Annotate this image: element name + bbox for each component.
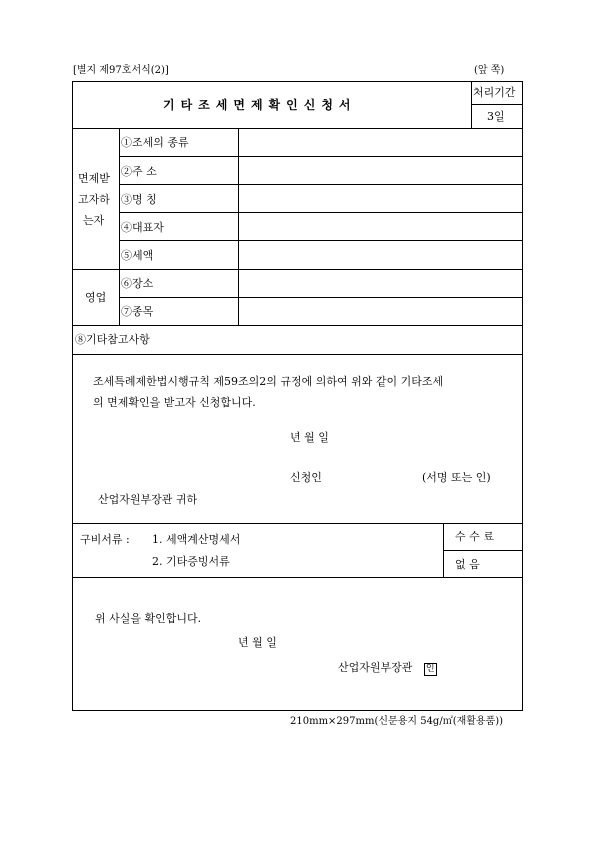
- addressee: 산업자원부장관 귀하: [98, 493, 198, 506]
- section-divider: [72, 354, 523, 355]
- applicant-group-label: 고자하: [78, 193, 110, 206]
- applicant-signature-label: 신청인: [290, 471, 322, 484]
- tax-amount-label: ⑤세액: [121, 249, 154, 262]
- group-label-divider: [119, 128, 120, 325]
- row-divider: [119, 184, 523, 185]
- declaration-text: 의 면제확인을 받고자 신청합니다.: [93, 396, 256, 409]
- confirmation-date: 년 월 일: [238, 636, 277, 649]
- tax-amount-field[interactable]: [243, 249, 518, 263]
- business-group-label: 영업: [85, 291, 107, 304]
- representative-field[interactable]: [243, 221, 518, 235]
- fee-label: 수 수 료: [455, 530, 494, 543]
- business-type-field[interactable]: [243, 305, 518, 319]
- section-divider: [72, 325, 523, 326]
- title-row-bottom: [72, 128, 523, 129]
- paper-spec: 210mm×297mm(신문용지 54g/㎡(재활용품)): [290, 716, 504, 727]
- business-place-label: ⑥장소: [121, 277, 154, 290]
- frame-top: [72, 81, 523, 82]
- row-divider: [119, 240, 523, 241]
- signature-note: (서명 또는 인): [422, 471, 491, 484]
- other-notes-label: ⑧기타참고사항: [75, 333, 150, 346]
- business-place-field[interactable]: [243, 277, 518, 291]
- address-field[interactable]: [243, 165, 518, 179]
- required-doc-item: 1. 세액계산명세서: [152, 533, 241, 546]
- processing-divider: [471, 104, 522, 105]
- section-divider: [72, 577, 523, 578]
- confirming-authority: [338, 661, 437, 676]
- row-divider: [119, 156, 523, 157]
- fee-value: 없 음: [455, 558, 480, 571]
- form-number: [별지 제97호서식(2)]: [73, 65, 169, 76]
- signer-name: 산업자원부장관: [338, 661, 413, 674]
- declaration-text: 조세특례제한법시행규칙 제59조의2의 규정에 의하여 위와 같이 기타조세: [93, 375, 444, 388]
- required-doc-item: 2. 기타증빙서류: [152, 555, 230, 568]
- name-label: ③명 칭: [121, 193, 157, 206]
- fee-row-divider: [443, 550, 523, 551]
- applicant-group-label: 면제받: [78, 172, 110, 185]
- row-divider: [119, 297, 523, 298]
- address-label: ②주 소: [121, 165, 157, 178]
- row-divider: [119, 212, 523, 213]
- frame-right: [522, 81, 523, 710]
- confirmation-text: 위 사실을 확인합니다.: [95, 612, 202, 625]
- applicant-group-label: 는자: [83, 214, 105, 227]
- form-title: 기타조세면제확인신청서: [163, 98, 357, 112]
- name-field[interactable]: [243, 193, 518, 207]
- application-date: 년 월 일: [290, 431, 329, 444]
- representative-label: ④대표자: [121, 221, 164, 234]
- tax-type-field[interactable]: [243, 136, 518, 150]
- required-docs-label: 구비서류 :: [80, 533, 130, 546]
- tax-type-label: ①조세의 종류: [121, 136, 189, 149]
- business-type-label: ⑦종목: [121, 305, 154, 318]
- processing-period-value: 3일: [487, 110, 505, 123]
- frame-left: [72, 81, 73, 710]
- page-side-label: (앞 쪽): [474, 65, 505, 76]
- frame-bottom: [72, 710, 523, 711]
- section-divider: [72, 269, 523, 270]
- processing-period-label: 처리기간: [473, 86, 516, 99]
- field-label-divider: [238, 128, 239, 325]
- seal-mark: 인: [425, 664, 435, 674]
- section-divider: [72, 523, 523, 524]
